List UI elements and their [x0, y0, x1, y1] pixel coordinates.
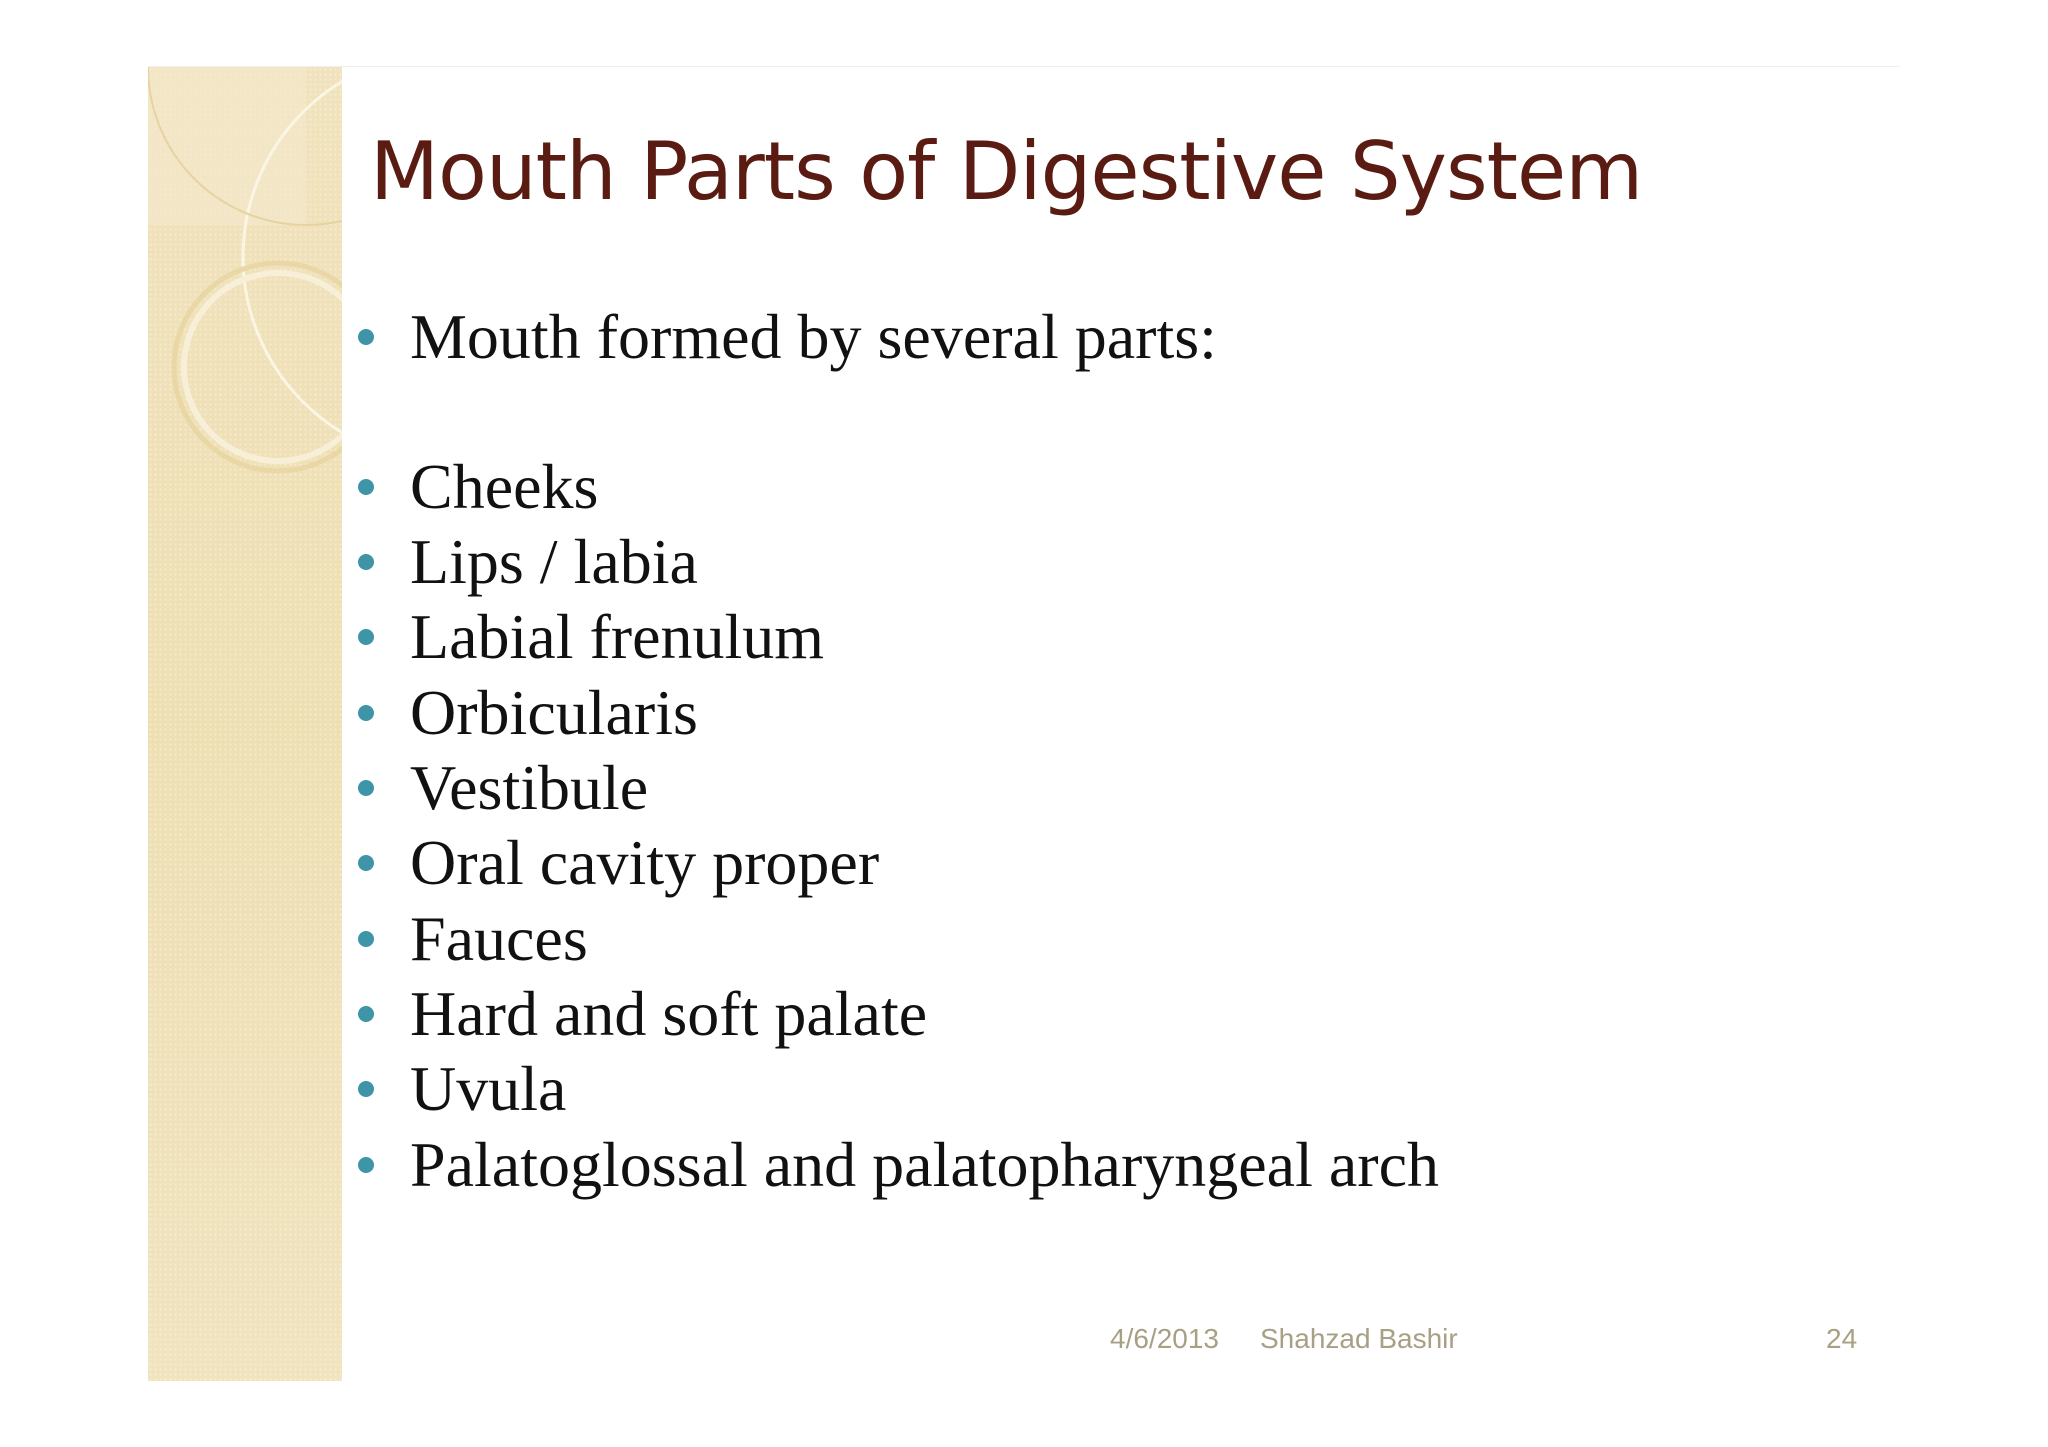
bullet-dot-icon	[358, 1006, 374, 1022]
bullet-dot-icon	[358, 780, 374, 796]
bullet-dot-icon	[358, 479, 374, 495]
list-item-text: Fauces	[410, 903, 588, 974]
list-item-text: Vestibule	[410, 752, 649, 823]
footer-author: Shahzad Bashir	[1260, 1323, 1458, 1354]
list-item-text: Cheeks	[410, 451, 599, 522]
list-item-text: Palatoglossal and palatopharyngeal arch	[410, 1129, 1439, 1200]
list-item-text: Hard and soft palate	[410, 978, 928, 1049]
list-item-text: Lips / labia	[410, 526, 698, 597]
list-item-text: Orbicularis	[410, 677, 698, 748]
bullet-dot-icon	[358, 1157, 374, 1173]
bullet-dot-icon	[358, 554, 374, 570]
list-item-text: Mouth formed by several parts:	[410, 301, 1217, 372]
decorative-sidebar	[148, 67, 342, 1381]
bullet-dot-icon	[358, 1081, 374, 1097]
footer-date: 4/6/2013	[1110, 1323, 1219, 1354]
decorative-circles-graphic	[148, 67, 342, 1381]
slide-title: Mouth Parts of Digestive System	[370, 125, 1643, 218]
slide	[148, 66, 1900, 1381]
list-item-text: Uvula	[410, 1053, 567, 1124]
slide-number: 24	[1826, 1323, 1858, 1354]
bullet-dot-icon	[358, 629, 374, 645]
list-item-text: Labial frenulum	[410, 601, 825, 672]
bullet-dot-icon	[358, 855, 374, 871]
bullet-dot-icon	[358, 329, 374, 345]
bullet-dot-icon	[358, 931, 374, 947]
list-item-text: Oral cavity proper	[410, 827, 880, 898]
bullet-dot-icon	[358, 705, 374, 721]
